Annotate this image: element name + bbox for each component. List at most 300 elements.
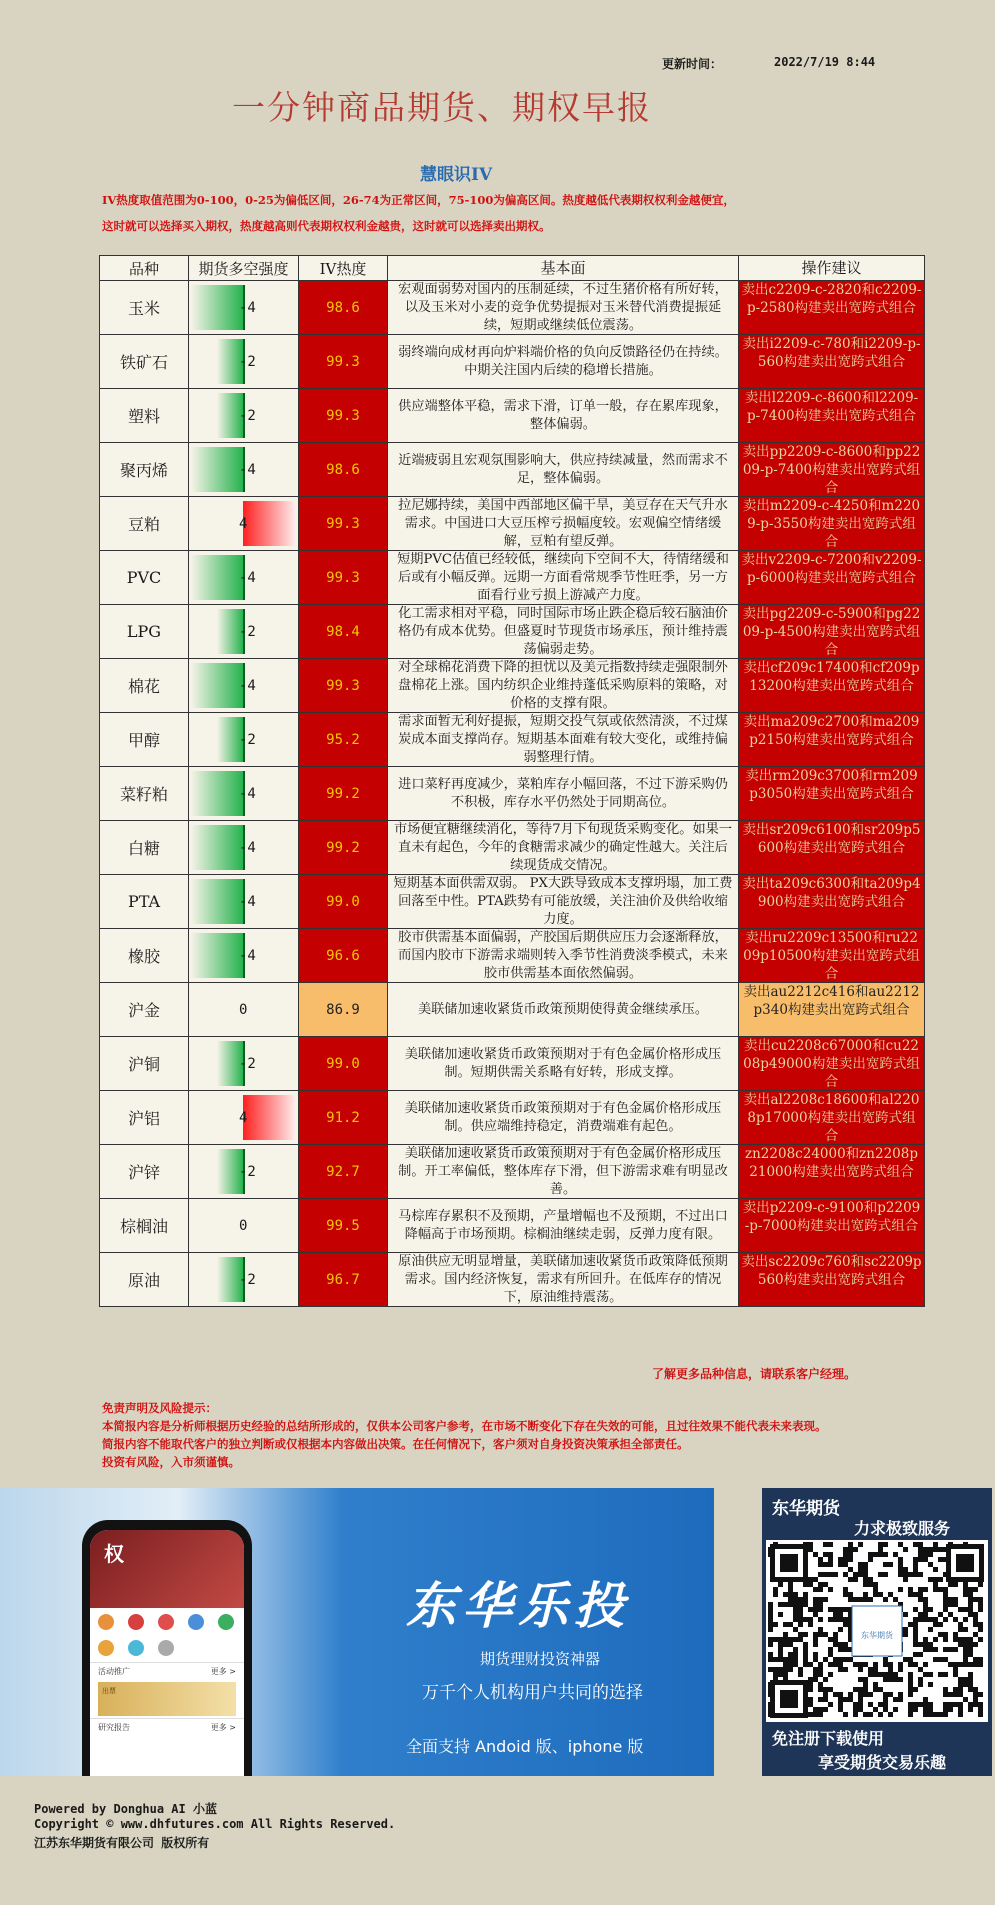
qr-module bbox=[888, 1712, 893, 1717]
strength-value: -2 bbox=[239, 731, 256, 748]
iv-value: 98.6 bbox=[299, 281, 388, 335]
qr-module bbox=[828, 1672, 833, 1677]
qr-module bbox=[968, 1592, 973, 1597]
qr-module bbox=[938, 1657, 943, 1662]
qr-module bbox=[783, 1602, 788, 1607]
fundamentals-text bbox=[388, 1199, 739, 1253]
qr-module bbox=[933, 1542, 938, 1547]
qr-module bbox=[953, 1602, 958, 1607]
qr-module bbox=[978, 1582, 983, 1587]
qr-module bbox=[923, 1642, 928, 1647]
qr-module bbox=[818, 1597, 823, 1602]
qr-module bbox=[818, 1707, 823, 1712]
advice-text bbox=[739, 1037, 925, 1091]
qr-module bbox=[898, 1572, 903, 1577]
qr-module bbox=[888, 1677, 893, 1682]
variety-name: 豆粕 bbox=[100, 497, 189, 551]
qr-module bbox=[928, 1547, 933, 1552]
qr-module bbox=[903, 1632, 908, 1637]
qr-module bbox=[833, 1632, 838, 1637]
table-row bbox=[100, 497, 925, 551]
qr-module bbox=[838, 1667, 843, 1672]
qr-module bbox=[943, 1607, 948, 1612]
qr-module bbox=[928, 1617, 933, 1622]
qr-module bbox=[793, 1637, 798, 1642]
fundamentals-content: 化工需求相对平稳，同时国际市场止跌企稳后较石脑油价格仍有成本优势。但盛夏时节现货市场承压，预计维持震荡偏弱走势。 bbox=[398, 605, 728, 657]
iv-value: 98.6 bbox=[299, 443, 388, 497]
qr-module bbox=[868, 1582, 873, 1587]
fundamentals-content: 拉尼娜持续，美国中西部地区偏干旱，美豆存在天气升水需求。中国进口大豆压榨亏损幅度较。宏观偏空情绪缓解，豆粕有望反弹。 bbox=[398, 497, 728, 549]
qr-module bbox=[918, 1592, 923, 1597]
header-advice: 操作建议 bbox=[739, 256, 925, 281]
qr-module bbox=[903, 1572, 908, 1577]
qr-module bbox=[768, 1627, 773, 1632]
qr-module bbox=[943, 1702, 948, 1707]
qr-module bbox=[833, 1612, 838, 1617]
qr-module bbox=[958, 1637, 963, 1642]
qr-module bbox=[898, 1562, 903, 1567]
qr-module bbox=[873, 1592, 878, 1597]
qr-module bbox=[818, 1557, 823, 1562]
qr-module bbox=[963, 1582, 968, 1587]
qr-module bbox=[913, 1627, 918, 1632]
qr-module bbox=[843, 1712, 848, 1717]
qr-module bbox=[808, 1687, 813, 1692]
qr-module bbox=[843, 1547, 848, 1552]
phone-more-link: 更多 > bbox=[210, 1723, 236, 1732]
qr-module bbox=[943, 1602, 948, 1607]
qr-module bbox=[978, 1707, 983, 1712]
qr-module bbox=[878, 1547, 883, 1552]
qr-module bbox=[788, 1587, 793, 1592]
qr-module bbox=[913, 1622, 918, 1627]
qr-module bbox=[938, 1577, 943, 1582]
qr-module bbox=[778, 1647, 783, 1652]
qr-module bbox=[933, 1567, 938, 1572]
qr-module bbox=[803, 1642, 808, 1647]
iv-value: 91.2 bbox=[299, 1091, 388, 1145]
qr-module bbox=[923, 1607, 928, 1612]
qr-module bbox=[943, 1587, 948, 1592]
qr-module bbox=[858, 1702, 863, 1707]
qr-module bbox=[893, 1697, 898, 1702]
app-banner[interactable] bbox=[0, 1488, 714, 1776]
table-header-row bbox=[100, 256, 925, 281]
fundamentals-content: 市场便宜糖继续消化，等待7月下旬现货采购变化。如果一直未有起色，今年的食糖需求减少的确定性越大。关注后续现货成交情况。 bbox=[393, 821, 733, 873]
fundamentals-text bbox=[388, 767, 739, 821]
qr-module bbox=[968, 1702, 973, 1707]
qr-module bbox=[948, 1612, 953, 1617]
qr-module bbox=[808, 1702, 813, 1707]
iv-value: 99.5 bbox=[299, 1199, 388, 1253]
qr-code[interactable] bbox=[766, 1540, 988, 1722]
qr-module bbox=[913, 1687, 918, 1692]
strength-value: -2 bbox=[239, 407, 256, 424]
qr-module bbox=[908, 1587, 913, 1592]
qr-footer-1: 免注册下载使用 bbox=[772, 1729, 885, 1748]
qr-module bbox=[818, 1667, 823, 1672]
advice-content: 卖出rm209c3700和rm209p3050构建卖出宽跨式组合 bbox=[745, 768, 918, 802]
header-iv: IV热度 bbox=[299, 256, 388, 281]
qr-module bbox=[898, 1677, 903, 1682]
variety-name: 沪金 bbox=[100, 983, 189, 1037]
update-time bbox=[662, 55, 876, 72]
qr-module bbox=[883, 1697, 888, 1702]
qr-module bbox=[898, 1697, 903, 1702]
phone-more-link: 更多 > bbox=[210, 1667, 236, 1676]
qr-module bbox=[783, 1672, 788, 1677]
qr-module bbox=[923, 1637, 928, 1642]
footer-company: 江苏东华期货有限公司 版权所有 bbox=[34, 1836, 210, 1850]
qr-module bbox=[968, 1652, 973, 1657]
qr-module bbox=[953, 1667, 958, 1672]
qr-module bbox=[958, 1607, 963, 1612]
qr-module bbox=[863, 1687, 868, 1692]
advice-text bbox=[739, 281, 925, 335]
qr-module bbox=[818, 1632, 823, 1637]
qr-module bbox=[813, 1612, 818, 1617]
qr-module bbox=[823, 1597, 828, 1602]
qr-module bbox=[793, 1627, 798, 1632]
qr-module bbox=[828, 1587, 833, 1592]
qr-module bbox=[863, 1597, 868, 1602]
qr-module bbox=[918, 1552, 923, 1557]
qr-module bbox=[948, 1707, 953, 1712]
advice-content: 卖出cu2208c67000和cu2208p49000构建卖出宽跨式组合 bbox=[743, 1038, 920, 1090]
qr-module bbox=[968, 1612, 973, 1617]
qr-module bbox=[968, 1672, 973, 1677]
app-icon bbox=[158, 1614, 174, 1630]
qr-module bbox=[798, 1672, 803, 1677]
table-row bbox=[100, 605, 925, 659]
qr-module bbox=[813, 1577, 818, 1582]
phone-app-header: 权 bbox=[90, 1530, 244, 1608]
qr-module bbox=[773, 1637, 778, 1642]
qr-module bbox=[868, 1692, 873, 1697]
qr-module bbox=[848, 1552, 853, 1557]
qr-module bbox=[783, 1642, 788, 1647]
fundamentals-text bbox=[388, 875, 739, 929]
qr-module bbox=[883, 1662, 888, 1667]
qr-module bbox=[968, 1687, 973, 1692]
qr-module bbox=[873, 1582, 878, 1587]
qr-module bbox=[953, 1617, 958, 1622]
qr-module bbox=[823, 1677, 828, 1682]
qr-module bbox=[868, 1667, 873, 1672]
qr-module bbox=[933, 1582, 938, 1587]
qr-module bbox=[923, 1617, 928, 1622]
table-row bbox=[100, 821, 925, 875]
variety-name: 棕榈油 bbox=[100, 1199, 189, 1253]
app-icon bbox=[128, 1640, 144, 1656]
qr-module bbox=[958, 1702, 963, 1707]
qr-module bbox=[843, 1552, 848, 1557]
iv-value: 99.0 bbox=[299, 1037, 388, 1091]
qr-module bbox=[823, 1572, 828, 1577]
qr-module bbox=[973, 1692, 978, 1697]
qr-module bbox=[768, 1652, 773, 1657]
qr-module bbox=[973, 1662, 978, 1667]
qr-module bbox=[808, 1622, 813, 1627]
qr-module bbox=[948, 1702, 953, 1707]
app-icon bbox=[218, 1614, 234, 1630]
qr-logo-text: 东华期货 bbox=[861, 1631, 893, 1640]
qr-module bbox=[823, 1692, 828, 1697]
qr-module bbox=[803, 1657, 808, 1662]
strength-value: -4 bbox=[239, 461, 256, 478]
qr-module bbox=[938, 1612, 943, 1617]
iv-table bbox=[99, 255, 925, 1307]
qr-module bbox=[963, 1697, 968, 1702]
qr-module bbox=[778, 1652, 783, 1657]
strength-bar bbox=[243, 501, 295, 546]
qr-finder bbox=[780, 1690, 798, 1708]
qr-module bbox=[813, 1587, 818, 1592]
qr-module bbox=[858, 1692, 863, 1697]
qr-module bbox=[903, 1567, 908, 1572]
disclaimer-line1: 本简报内容是分析师根据历史经验的总结所形成的，仅供本公司客户参考，在市场不断变化下存在失效的可能，且过往效果不能代表未来表现。 bbox=[102, 1419, 827, 1433]
banner-tagline-3: 全面支持 Andoid 版、iphone 版 bbox=[406, 1737, 644, 1756]
qr-module bbox=[918, 1597, 923, 1602]
app-icon bbox=[158, 1640, 174, 1656]
strength-cell bbox=[189, 875, 299, 929]
table-row bbox=[100, 875, 925, 929]
iv-value: 98.4 bbox=[299, 605, 388, 659]
qr-module bbox=[818, 1662, 823, 1667]
qr-module bbox=[858, 1572, 863, 1577]
qr-module bbox=[828, 1572, 833, 1577]
qr-module bbox=[793, 1592, 798, 1597]
app-icon bbox=[98, 1640, 114, 1656]
strength-value: -4 bbox=[239, 839, 256, 856]
qr-module bbox=[923, 1597, 928, 1602]
advice-text bbox=[739, 1091, 925, 1145]
qr-module bbox=[798, 1612, 803, 1617]
qr-module bbox=[818, 1627, 823, 1632]
qr-module bbox=[943, 1592, 948, 1597]
qr-module bbox=[973, 1687, 978, 1692]
qr-module bbox=[843, 1622, 848, 1627]
advice-text bbox=[739, 713, 925, 767]
qr-module bbox=[833, 1607, 838, 1612]
qr-module bbox=[968, 1677, 973, 1682]
advice-content: 卖出sc2209c760和sc2209p560构建卖出宽跨式组合 bbox=[741, 1254, 922, 1288]
qr-module bbox=[928, 1627, 933, 1632]
qr-module bbox=[883, 1692, 888, 1697]
qr-module bbox=[963, 1617, 968, 1622]
advice-content: 卖出i2209-c-780和i2209-p-560构建卖出宽跨式组合 bbox=[742, 336, 921, 370]
disclaimer-line2: 简报内容不能取代客户的独立判断或仅根据本内容做出决策。在任何情况下，客户须对自身投资决策承担全部责任。 bbox=[102, 1437, 689, 1451]
qr-module bbox=[863, 1572, 868, 1577]
variety-name: 菜籽粕 bbox=[100, 767, 189, 821]
qr-module bbox=[903, 1547, 908, 1552]
qr-module bbox=[933, 1637, 938, 1642]
qr-module bbox=[963, 1587, 968, 1592]
advice-content: 卖出pg2209-c-5900和pg2209-p-4500构建卖出宽跨式组合 bbox=[742, 606, 921, 658]
qr-module bbox=[878, 1542, 883, 1547]
qr-finder bbox=[780, 1554, 798, 1572]
qr-module bbox=[898, 1662, 903, 1667]
qr-module bbox=[793, 1657, 798, 1662]
qr-module bbox=[863, 1562, 868, 1567]
qr-module bbox=[933, 1657, 938, 1662]
qr-module bbox=[933, 1547, 938, 1552]
report-title: 一分钟商品期货、期权早报 bbox=[232, 88, 652, 127]
qr-module bbox=[883, 1572, 888, 1577]
strength-cell bbox=[189, 767, 299, 821]
qr-module bbox=[858, 1542, 863, 1547]
qr-module bbox=[848, 1577, 853, 1582]
qr-module bbox=[938, 1712, 943, 1717]
qr-module bbox=[933, 1587, 938, 1592]
fundamentals-content: 宏观面弱势对国内的压制延续，不过生猪价格有所好转，以及玉米对小麦的竞争优势提振对玉米替代消费提振延续，短期或继续低位震荡。 bbox=[398, 281, 728, 333]
qr-module bbox=[923, 1552, 928, 1557]
qr-module bbox=[953, 1647, 958, 1652]
qr-module bbox=[933, 1622, 938, 1627]
phone-screen bbox=[90, 1530, 244, 1776]
advice-content: 卖出ma209c2700和ma209p2150构建卖出宽跨式组合 bbox=[743, 714, 920, 748]
iv-value: 99.0 bbox=[299, 875, 388, 929]
strength-value: 4 bbox=[239, 515, 248, 532]
phone-promo-card: 出票 bbox=[98, 1682, 236, 1716]
advice-text bbox=[739, 551, 925, 605]
phone-section-label: 研究报告 bbox=[98, 1723, 130, 1732]
qr-module bbox=[853, 1712, 858, 1717]
strength-bar bbox=[191, 825, 245, 870]
qr-module bbox=[883, 1702, 888, 1707]
qr-module bbox=[903, 1612, 908, 1617]
qr-module bbox=[923, 1612, 928, 1617]
fundamentals-text bbox=[388, 1253, 739, 1307]
qr-module bbox=[838, 1657, 843, 1662]
fundamentals-content: 短期PVC估值已经较低，继续向下空间不大，待情绪缓和后或有小幅反弹。远期一方面看常规季节性旺季，另一方面看行业亏损上游减产力度。 bbox=[397, 551, 729, 603]
footer-powered: Powered by Donghua AI 小蓝 bbox=[34, 1802, 217, 1816]
strength-bar bbox=[191, 933, 245, 978]
qr-module bbox=[858, 1697, 863, 1702]
qr-module bbox=[828, 1687, 833, 1692]
qr-module bbox=[813, 1642, 818, 1647]
update-value: 2022/7/19 8:44 bbox=[774, 55, 876, 69]
qr-module bbox=[783, 1657, 788, 1662]
qr-module bbox=[958, 1662, 963, 1667]
variety-name: 聚丙烯 bbox=[100, 443, 189, 497]
advice-content: 卖出c2209-c-2820和c2209-p-2580构建卖出宽跨式组合 bbox=[741, 282, 922, 316]
qr-module bbox=[798, 1637, 803, 1642]
table-row bbox=[100, 1253, 925, 1307]
qr-module bbox=[873, 1687, 878, 1692]
qr-module bbox=[788, 1662, 793, 1667]
qr-module bbox=[793, 1607, 798, 1612]
strength-cell bbox=[189, 983, 299, 1037]
qr-module bbox=[923, 1647, 928, 1652]
advice-content: zn2208c24000和zn2208p21000构建卖出宽跨式组合 bbox=[745, 1146, 918, 1180]
iv-note-line2: 这时就可以选择买入期权，热度越高则代表期权权利金越贵，这时就可以选择卖出期权。 bbox=[102, 219, 551, 233]
qr-module bbox=[963, 1607, 968, 1612]
qr-module bbox=[898, 1587, 903, 1592]
header-strength: 期货多空强度 bbox=[189, 256, 299, 281]
qr-module bbox=[908, 1657, 913, 1662]
strength-bar bbox=[191, 663, 245, 708]
qr-module bbox=[933, 1647, 938, 1652]
qr-module bbox=[898, 1542, 903, 1547]
qr-module bbox=[808, 1697, 813, 1702]
qr-module bbox=[878, 1672, 883, 1677]
qr-module bbox=[968, 1642, 973, 1647]
qr-module bbox=[768, 1622, 773, 1627]
qr-module bbox=[878, 1687, 883, 1692]
qr-module bbox=[968, 1647, 973, 1652]
qr-module bbox=[818, 1617, 823, 1622]
qr-module bbox=[823, 1542, 828, 1547]
strength-cell bbox=[189, 929, 299, 983]
fundamentals-text bbox=[388, 551, 739, 605]
disclaimer-line3: 投资有风险，入市须谨慎。 bbox=[102, 1455, 240, 1469]
table-row bbox=[100, 281, 925, 335]
app-icon bbox=[128, 1614, 144, 1630]
qr-module bbox=[953, 1637, 958, 1642]
qr-module bbox=[923, 1662, 928, 1667]
qr-module bbox=[838, 1647, 843, 1652]
qr-module bbox=[943, 1637, 948, 1642]
qr-module bbox=[858, 1662, 863, 1667]
qr-module bbox=[893, 1677, 898, 1682]
qr-module bbox=[863, 1682, 868, 1687]
qr-module bbox=[858, 1562, 863, 1567]
table-row bbox=[100, 767, 925, 821]
strength-bar bbox=[191, 285, 245, 330]
qr-module bbox=[943, 1687, 948, 1692]
strength-bar bbox=[243, 1095, 295, 1140]
qr-module bbox=[963, 1652, 968, 1657]
qr-module bbox=[838, 1612, 843, 1617]
qr-module bbox=[918, 1677, 923, 1682]
qr-module bbox=[853, 1687, 858, 1692]
qr-module bbox=[913, 1652, 918, 1657]
qr-module bbox=[818, 1572, 823, 1577]
strength-cell bbox=[189, 1199, 299, 1253]
advice-text bbox=[739, 983, 925, 1037]
qr-module bbox=[858, 1687, 863, 1692]
qr-module bbox=[933, 1617, 938, 1622]
strength-cell bbox=[189, 551, 299, 605]
qr-module bbox=[918, 1702, 923, 1707]
qr-module bbox=[788, 1622, 793, 1627]
qr-module bbox=[833, 1692, 838, 1697]
qr-module bbox=[793, 1647, 798, 1652]
qr-module bbox=[913, 1607, 918, 1612]
qr-module bbox=[768, 1607, 773, 1612]
table-row bbox=[100, 929, 925, 983]
qr-module bbox=[938, 1672, 943, 1677]
qr-module bbox=[848, 1567, 853, 1572]
table-row bbox=[100, 551, 925, 605]
qr-module bbox=[788, 1582, 793, 1587]
qr-module bbox=[873, 1682, 878, 1687]
qr-module bbox=[903, 1577, 908, 1582]
advice-content: 卖出ta209c6300和ta209p4900构建卖出宽跨式组合 bbox=[742, 876, 921, 910]
qr-module bbox=[853, 1572, 858, 1577]
qr-module bbox=[948, 1692, 953, 1697]
qr-module bbox=[928, 1702, 933, 1707]
qr-finder bbox=[956, 1554, 974, 1572]
qr-module bbox=[978, 1602, 983, 1607]
qr-module bbox=[908, 1687, 913, 1692]
strength-value: -2 bbox=[239, 1055, 256, 1072]
qr-module bbox=[783, 1632, 788, 1637]
qr-module bbox=[773, 1587, 778, 1592]
qr-module bbox=[973, 1657, 978, 1662]
qr-module bbox=[963, 1627, 968, 1632]
